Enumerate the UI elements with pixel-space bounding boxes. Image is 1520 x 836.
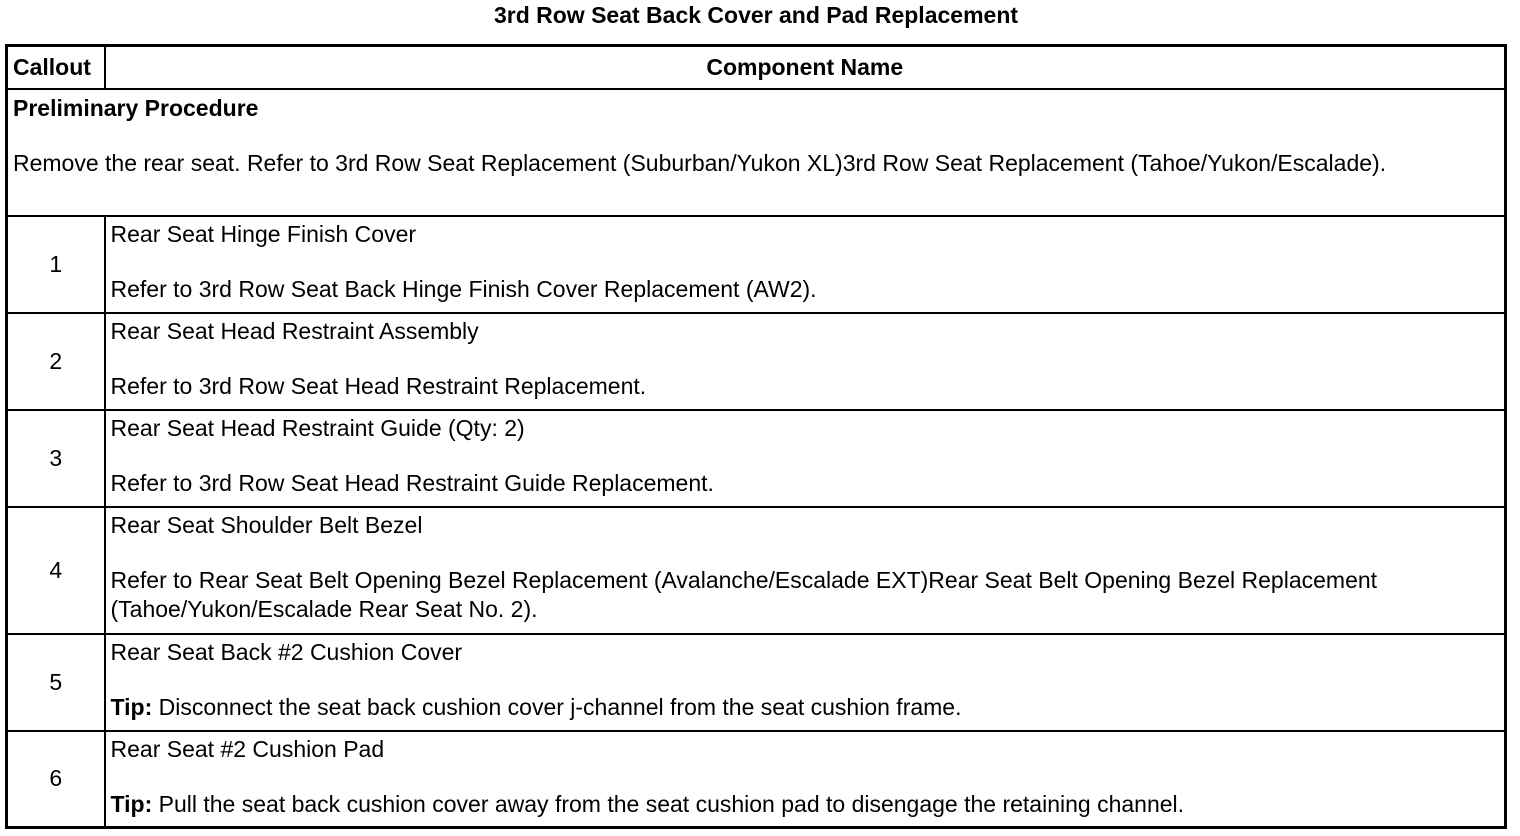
component-cell xyxy=(105,313,1506,410)
component-note xyxy=(111,275,1500,304)
component-name: Rear Seat Head Restraint Assembly xyxy=(110,317,479,344)
component-note xyxy=(111,469,1500,498)
preliminary-procedure-heading: Preliminary Procedure xyxy=(13,94,259,121)
component-note xyxy=(111,790,1500,819)
component-note-text: Pull the seat back cushion cover away from the seat cushion pad to disengage the retaining channel. xyxy=(152,790,1185,817)
component-name: Rear Seat Back #2 Cushion Cover xyxy=(110,638,463,665)
callout-number: 2 xyxy=(7,313,105,410)
tip-label: Tip: xyxy=(110,790,153,817)
component-name-column-header: Component Name xyxy=(105,46,1506,89)
preliminary-procedure-row xyxy=(7,89,1506,216)
component-note xyxy=(111,372,1500,401)
component-cell xyxy=(105,507,1506,634)
table-row xyxy=(7,410,1506,507)
component-note-text: Refer to Rear Seat Belt Opening Bezel Replacement (Avalanche/Escalade EXT)Rear Seat Belt Opening Bezel Replacement (Tahoe/Yukon/Escalade Rear Seat No. 2). xyxy=(110,566,1378,622)
tip-label: Tip: xyxy=(110,693,153,720)
component-note-text: Disconnect the seat back cushion cover j-channel from the seat cushion frame. xyxy=(152,693,962,720)
component-name: Rear Seat Head Restraint Guide (Qty: 2) xyxy=(110,414,525,441)
table-row xyxy=(7,634,1506,731)
component-note-text: Refer to 3rd Row Seat Head Restraint Replacement. xyxy=(110,372,647,399)
preliminary-procedure-text: Remove the rear seat. Refer to 3rd Row Seat Replacement (Suburban/Yukon XL)3rd Row Seat Replacement (Tahoe/Yukon/Escalade). xyxy=(13,149,1387,176)
callout-number: 1 xyxy=(7,216,105,313)
component-cell xyxy=(105,410,1506,507)
procedure-table xyxy=(5,44,1507,829)
table-row xyxy=(7,313,1506,410)
component-note xyxy=(111,693,1500,722)
component-name: Rear Seat Shoulder Belt Bezel xyxy=(110,511,423,538)
component-note xyxy=(111,566,1500,624)
table-row xyxy=(7,507,1506,634)
callout-number: 6 xyxy=(7,731,105,828)
preliminary-procedure-cell xyxy=(7,89,1506,216)
component-cell xyxy=(105,634,1506,731)
callout-column-header: Callout xyxy=(7,46,105,89)
table-row xyxy=(7,216,1506,313)
component-name: Rear Seat #2 Cushion Pad xyxy=(110,735,385,762)
callout-number: 4 xyxy=(7,507,105,634)
table-header-row xyxy=(7,46,1506,89)
component-cell xyxy=(105,216,1506,313)
table-row xyxy=(7,731,1506,828)
callout-number: 5 xyxy=(7,634,105,731)
callout-number: 3 xyxy=(7,410,105,507)
page-title: 3rd Row Seat Back Cover and Pad Replacement xyxy=(493,2,1019,28)
component-note-text: Refer to 3rd Row Seat Back Hinge Finish Cover Replacement (AW2). xyxy=(110,275,817,302)
component-note-text: Refer to 3rd Row Seat Head Restraint Guide Replacement. xyxy=(110,469,714,496)
component-cell xyxy=(105,731,1506,828)
component-name: Rear Seat Hinge Finish Cover xyxy=(110,220,417,247)
